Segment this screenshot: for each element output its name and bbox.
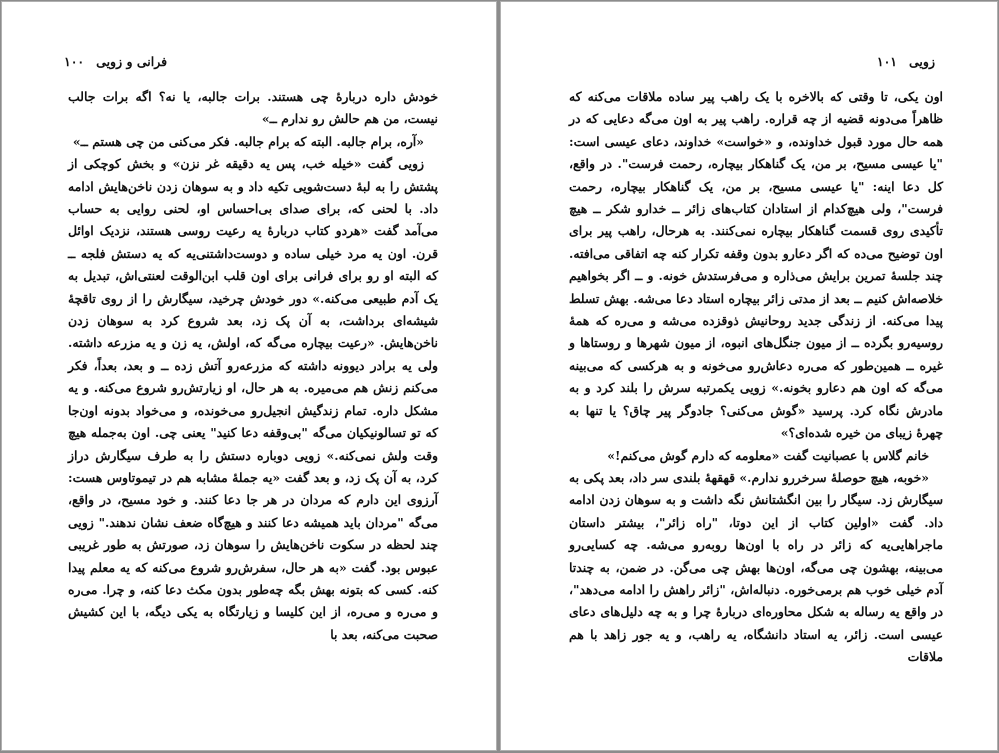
left-page-body [68, 86, 438, 646]
right-page-title: زویی [909, 54, 935, 69]
left-page [1, 1, 497, 751]
paragraph: خودش داره دربارهٔ چی هستند. برات جالبه، یا نه؟ اگه برات جالب نیست، من هم حالش رو ندارم ــ» [68, 89, 438, 127]
paragraph: اون یکی، تا وقتی که بالاخره با یک راهب پیر ساده ملاقات می‌کنه که ظاهراً می‌دونه قضیه از چه قراره. راهب پیر به اون می‌گه دعایی که در همه حال مورد قبول خداونده، و «خواست» خداوند، دعای عیسی است: "یا عیسی مسیح، بر من، یک گناهکار بیچاره، رحمت فرست". در واقع، کل دعا اینه: "یا عیسی مسیح، بر من، یک گناهکار بیچاره، رحمت فرست"، ولی هیچ‌کدام از استادان کتاب‌های زائر ــ خدارو شکر ــ هیچ تأکیدی روی قسمت گناهکار بیچاره نمی‌کنند. به هرحال، راهب پیر برای اون توضیح می‌ده که اگر دعارو بدون وقفه تکرار کنه چه اتفاقی می‌افته. چند جلسهٔ تمرین برایش می‌ذاره و می‌فرستدش خونه. و ــ اگر بخواهیم خلاصه‌اش کنیم ــ بعد از مدتی زائر بیچاره استاد دعا می‌شه. بهش تسلط پیدا می‌کنه. از زندگی جدید روحانیش ذوقزده می‌شه و می‌ره که همهٔ روسیه‌رو بگرده ــ از میون جنگل‌های انبوه، از میون شهرها و روستاها و غیره ــ همین‌طور که می‌ره دعاش‌رو می‌خونه و به هرکسی که می‌بینه می‌گه که اون هم دعارو بخونه.» زویی یکمرتبه سرش را بلند کرد و به مادرش نگاه کرد. پرسید «گوش می‌کنی؟ جادوگر پیر چاق؟ یا تنها به چهرهٔ زیبای من خیره شده‌ای؟» [569, 89, 943, 441]
right-page-body [569, 86, 943, 669]
right-page-header [565, 54, 935, 69]
right-page [500, 1, 998, 751]
paragraph: زویی گفت «خیله خب، پس یه دقیقه غر نزن» و بخش کوچکی از پشتش را به لبهٔ دست‌شویی تکیه داد و به سوهان زدن ناخن‌هایش ادامه داد. با لحنی که، برای صدای بی‌احساس او، لحنی روایی به حساب می‌آمد گفت «هردو کتاب دربارهٔ یه رعیت روسی هستند، نزدیک اوائل قرن. اون یه مرد خیلی ساده و دوست‌داشتنی‌یه که یه دستش فلجه ــ که البته او رو برای فرانی برای اون قلب ابن‌الوقت لعنتی‌اش، تبدیل به یک آدم طبیعی می‌کنه.» دور خودش چرخید، سیگارش را از روی تاقچهٔ شیشه‌ای برداشت، به آن پک زد، بعد شروع کرد به سوهان زدن ناخن‌هایش. «رعیت بیچاره می‌گه که، اولش، یه زن و یه مزرعه داشته. ولی یه برادر دیوونه داشته که مزرعه‌رو آتش زده ــ و بعد، بعداً، فکر می‌کنم زنش هم می‌میره. به هر حال، او زیارتش‌رو شروع می‌کنه. و یه مشکل داره. تمام زندگیش انجیل‌رو می‌خونده، و می‌خواد بدونه اون‌جا که تو تسالونیکیان می‌گه "بی‌وقفه دعا کنید" یعنی چی. اون به‌جمله هیچ وقت ولش نمی‌کنه.» زویی دوباره دستش را به طرف سیگارش دراز کرد، به آن پک زد، و بعد گفت «یه جملهٔ مشابه هم در تیموتاوس هست: آرزوی این دارم که مردان در هر جا دعا کنند. و خود مسیح، در واقع، می‌گه "مردان باید همیشه دعا کنند و هیچ‌گاه ضعف نشان ندهند." زویی چند لحظه در سکوت ناخن‌هایش را سوهان زد، صورتش به طور غریبی عبوس بود. گفت «به هر حال، سفرش‌رو شروع می‌کنه که یه معلم پیدا کنه. کسی که بتونه بهش بگه چه‌طور بدون مکث دعا کنه، و چرا. می‌ره و می‌ره و می‌ره، از این کلیسا و زیارتگاه به یکی دیگه، با این کشیش صحبت می‌کنه، بعد با [68, 156, 438, 642]
paragraph: خانم گلاس با عصبانیت گفت «معلومه که دارم گوش می‌کنم!» [607, 447, 929, 463]
left-page-header [64, 54, 430, 69]
paragraph: «آره، برام جالبه. البته که برام جالبه. فکر می‌کنی من چی هستم ــ» [72, 133, 424, 149]
right-page-number: ۱۰۱ [876, 54, 898, 69]
left-page-title: فرانی و زویی [96, 54, 168, 69]
paragraph: «خوبه، هیچ حوصلهٔ سرخررو ندارم.» قهقههٔ بلندی سر داد، بعد پکی به سیگارش زد. سیگار را بین انگشتانش نگه داشت و به سوهان زدن ادامه داد. گفت «اولین کتاب از این دوتا، "راه زائر"، بیشتر داستان ماجراهایی‌یه که زائر در راه با اون‌ها روبه‌رو می‌شه. چه کسایی‌رو می‌بینه، بهشون چی می‌گه، اون‌ها بهش چی می‌گن. در ضمن، به چندتا آدم خیلی خوب هم برمی‌خوره. دنباله‌اش، "زائر راهش را ادامه می‌دهد"، در واقع یه رساله به شکل محاوره‌ای دربارهٔ چرا و به چه دلیل‌های دعای عیسی است. زائر، یه استاد دانشگاه، یه راهب، و یه جور زاهد با هم ملاقات [569, 469, 943, 665]
left-page-number: ۱۰۰ [64, 54, 85, 69]
